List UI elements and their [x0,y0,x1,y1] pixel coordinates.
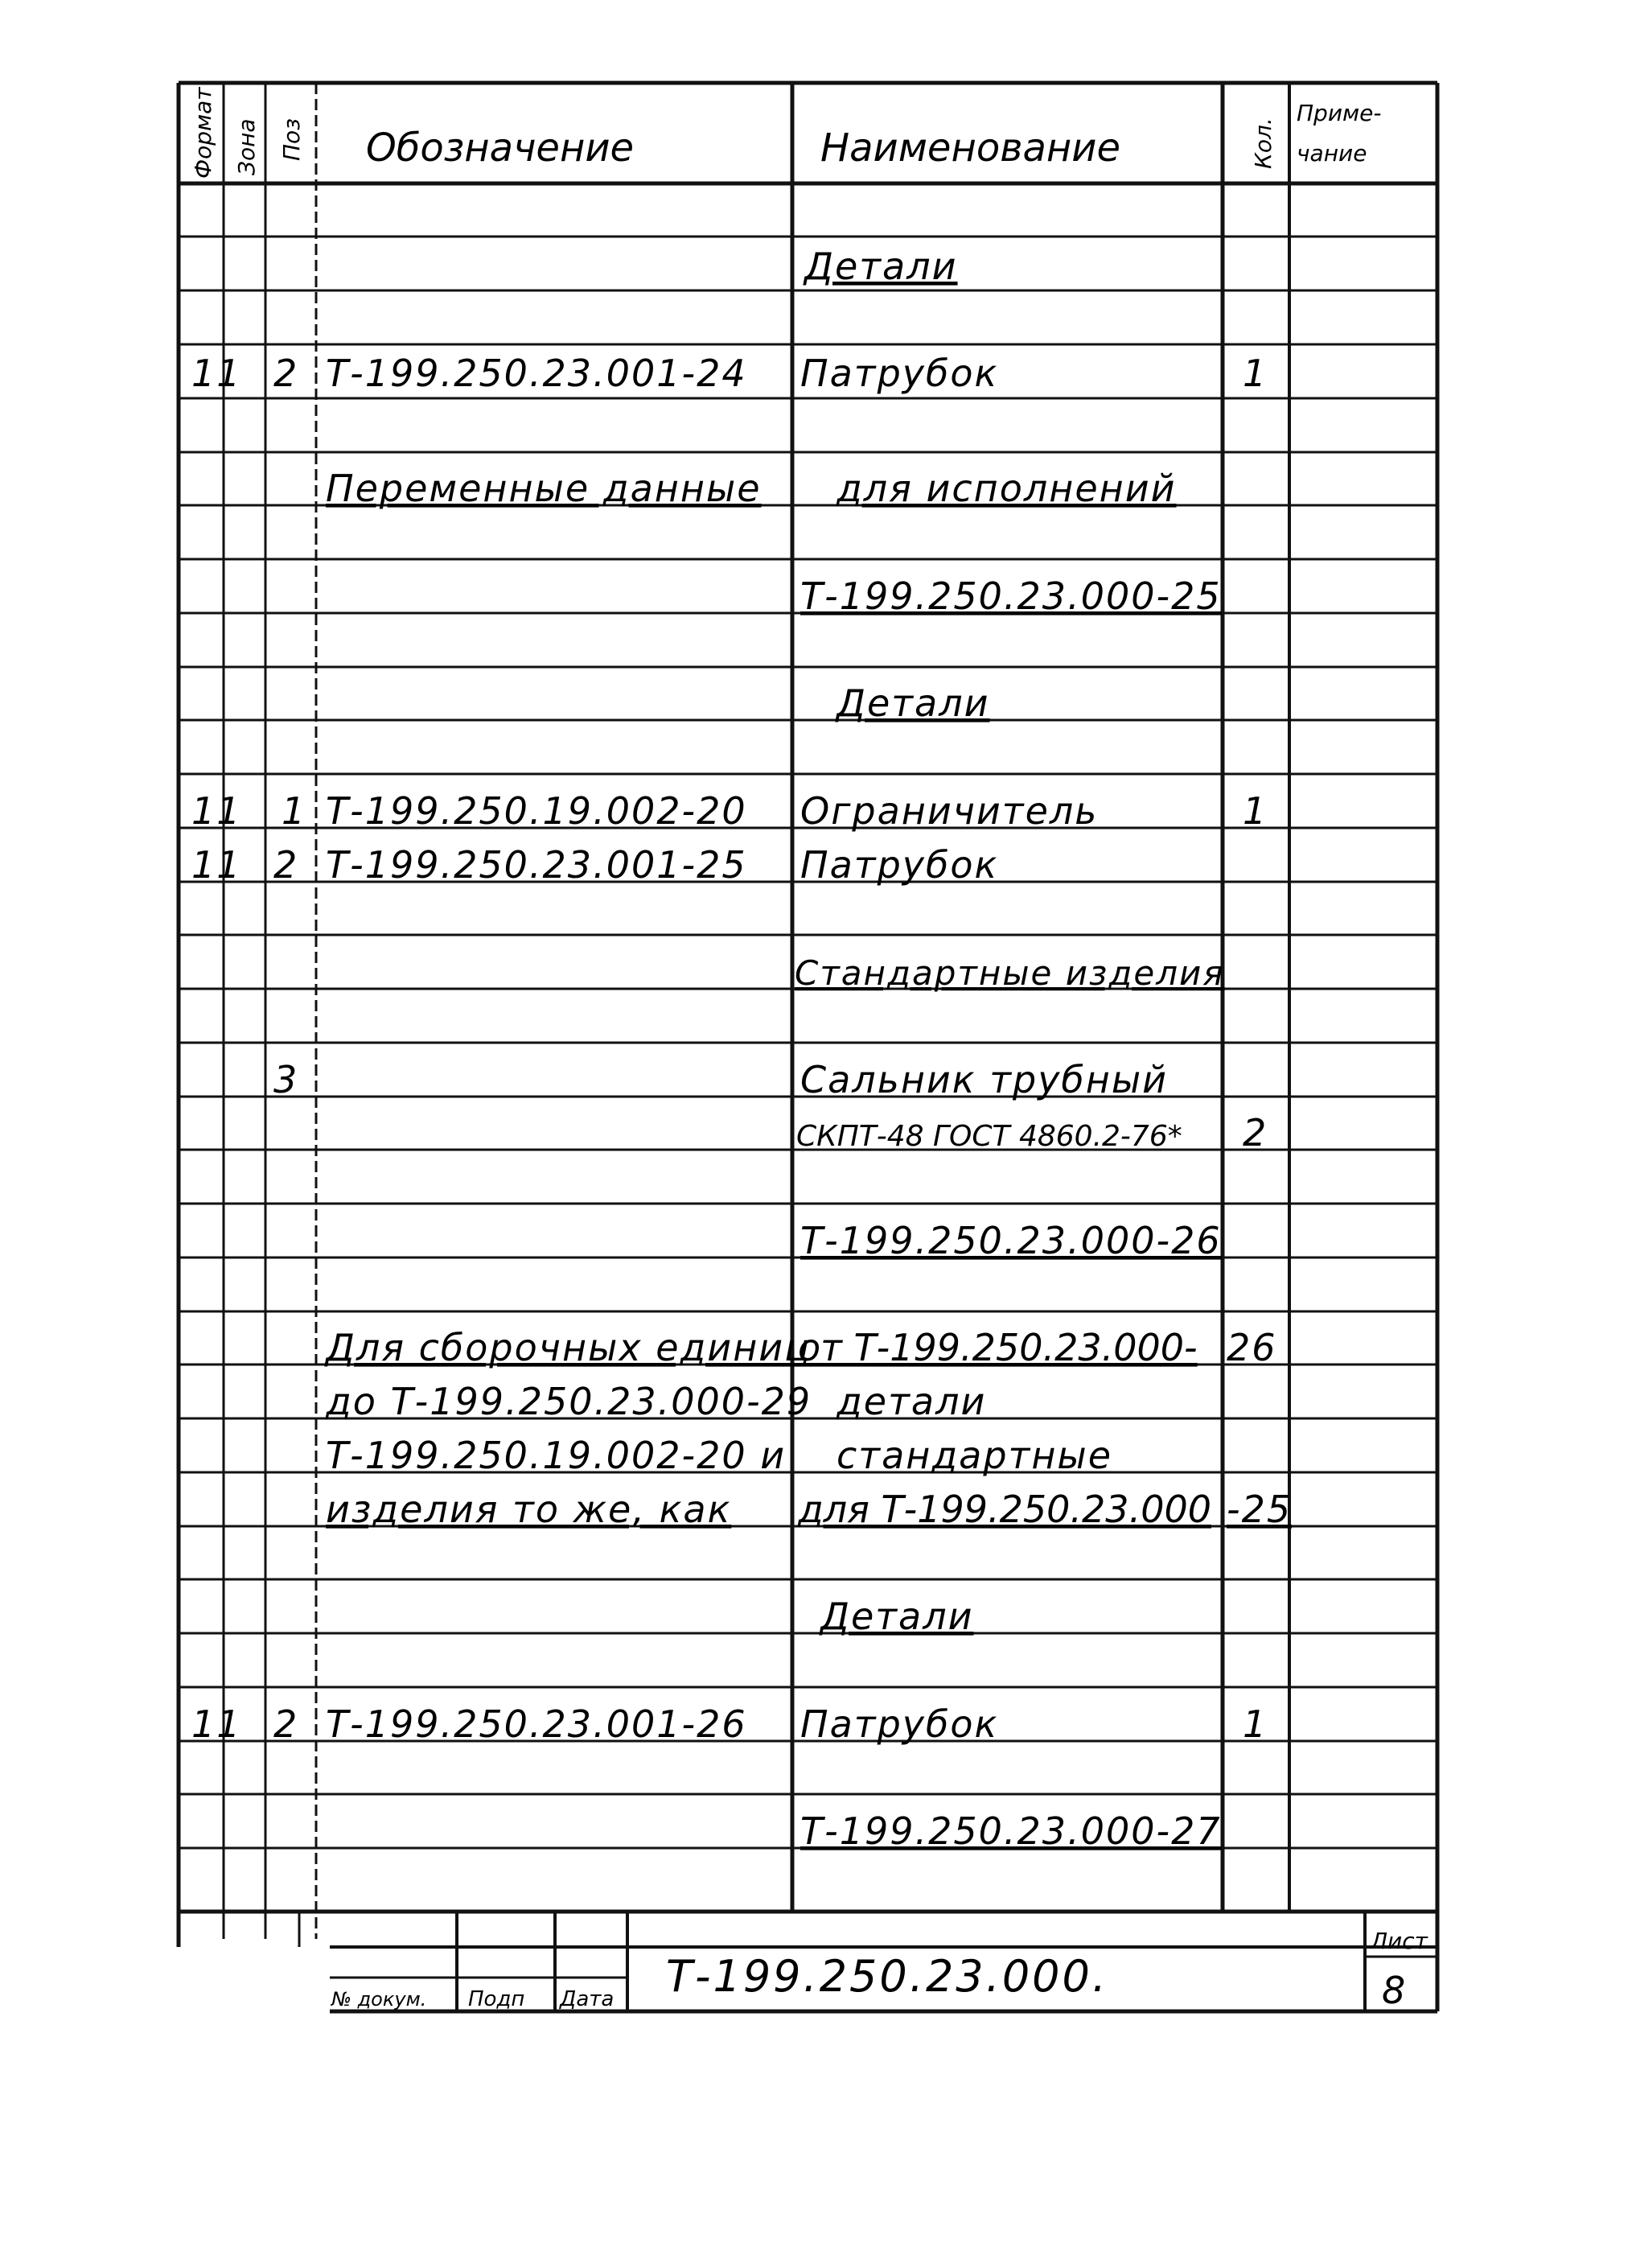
header-designation: Обозначение [366,126,635,171]
header-qty: Кол. [1250,117,1276,169]
row-format: 11 [191,352,242,395]
row-qty: 1 [1243,789,1268,833]
row-pos: 2 [273,843,299,887]
header-note-line2: чание [1297,140,1367,167]
row-designation: Т-199.250.23.001-26 [326,1702,747,1746]
row-format: 11 [191,1702,242,1746]
row-pos: 2 [273,1702,299,1746]
signature-label: Подп [468,1987,525,2011]
note-line-cont: детали [836,1380,987,1423]
row-name: СКПТ-48 ГОСТ 4860.2-76* [796,1120,1182,1153]
row-qty: -25 [1227,1488,1293,1531]
header-name: Наименование [820,126,1121,171]
note-line-cont: от Т-199.250.23.000- [798,1326,1198,1369]
row-pos: 2 [273,352,299,395]
section-heading-details: Детали [804,245,958,288]
variable-data-heading: Переменные данные [326,467,762,510]
section-heading-standard: Стандартные изделия [795,953,1225,993]
row-qty: 1 [1243,1702,1268,1746]
note-line: до Т-199.250.23.000-29 [326,1380,812,1423]
row-name: Патрубок [800,843,999,887]
row-name: Сальник трубный [800,1058,1169,1101]
row-name: Патрубок [800,352,999,395]
variant-heading: Т-199.250.23.000-26 [800,1219,1222,1262]
header-format: Формат [190,87,216,179]
note-line: Для сборочных единиц [326,1326,812,1369]
header-zone: Зона [233,118,260,175]
note-line-cont: стандартные [836,1434,1113,1477]
row-designation: Т-199.250.23.001-25 [326,843,747,887]
note-line: изделия то же, как [326,1488,732,1531]
row-designation: Т-199.250.19.002-20 [326,789,747,833]
section-heading-details: Детали [836,681,990,725]
row-pos: 3 [273,1058,299,1101]
sheet-label: Лист [1371,1928,1428,1954]
row-qty: 2 [1243,1111,1268,1155]
header-pos: Поз [278,117,305,161]
note-line: Т-199.250.19.002-20 и [326,1434,787,1477]
doc-no-label: № докум. [331,1988,427,2011]
header-note-line1: Приме- [1297,100,1382,126]
row-designation: Т-199.250.23.001-24 [326,352,747,395]
row-pos: 1 [282,789,307,833]
variant-heading: Т-199.250.23.000-27 [800,1809,1222,1853]
sheet-number: 8 [1382,1969,1406,2012]
variable-data-heading-cont: для исполнений [836,467,1177,510]
row-qty: 26 [1227,1326,1277,1369]
row-format: 11 [191,789,242,833]
variant-heading: Т-199.250.23.000-25 [800,574,1222,618]
document-number: Т-199.250.23.000. [666,1951,1109,2002]
row-name: Патрубок [800,1702,999,1746]
row-qty: 1 [1243,352,1268,395]
row-format: 11 [191,843,242,887]
row-name: Ограничитель [800,789,1099,833]
note-line-cont: для Т-199.250.23.000 [798,1488,1211,1531]
section-heading-details: Детали [820,1595,974,1638]
date-label: Дата [560,1987,615,2011]
